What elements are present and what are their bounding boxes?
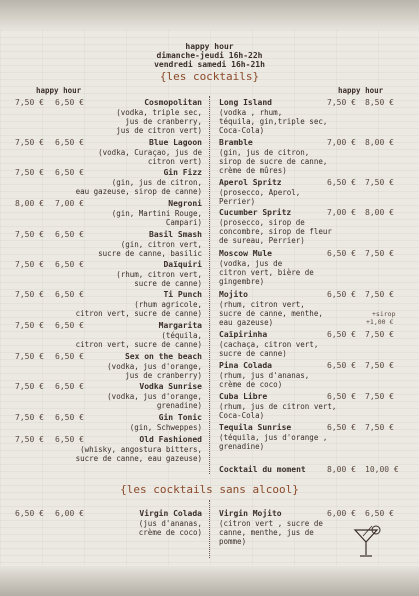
- cocktail-desc: grenadine): [156, 401, 202, 410]
- cocktail-hh-price: 6,50 €: [55, 138, 84, 147]
- cocktail-price: 7,50 €: [15, 321, 44, 330]
- cocktail-desc: gingembre): [219, 277, 265, 286]
- cocktail-price: 6,50 €: [327, 330, 356, 339]
- virgin-colada-hh-price: 6,00 €: [55, 509, 84, 518]
- cocktail-desc: jus de cranberry,: [125, 117, 202, 126]
- cocktail-price: 7,50 €: [15, 382, 44, 391]
- cocktail-desc: citron vert, bière de: [219, 268, 314, 277]
- cocktail-desc: (rhum, jus d'ananas,: [219, 371, 310, 380]
- cocktail-hh-price: 7,50 €: [365, 290, 394, 299]
- cocktail-name: Ti Punch: [163, 290, 202, 299]
- cocktail-desc: (gin, jus de citron,: [111, 178, 202, 187]
- stone-wall-top: [0, 0, 419, 30]
- mojito-syrup-extra: +sirop: [372, 310, 396, 318]
- virgin-mojito-name: Virgin Mojito: [219, 509, 282, 518]
- cocktail-hh-price: 7,00 €: [55, 199, 84, 208]
- cocktail-desc: sucre de canne, basilic: [98, 249, 202, 258]
- cocktail-desc: jus de citron vert): [116, 126, 202, 135]
- cocktail-name: Long Island: [219, 98, 272, 107]
- cocktail-desc: sucre de canne): [134, 279, 202, 288]
- cocktail-desc: Coca-Cola): [219, 411, 265, 420]
- cocktail-name: Cosmopolitan: [144, 98, 202, 107]
- virgin-mojito-desc-1: (citron vert , sucre de: [219, 519, 323, 528]
- cocktail-desc: (prosecco, Aperol,: [219, 188, 301, 197]
- cocktail-name: Vodka Sunrise: [139, 382, 202, 391]
- happy-hour-weekend: vendredi samedi 16h-21h: [154, 60, 265, 69]
- cocktail-name: Blue Lagoon: [149, 138, 202, 147]
- happy-hour-label-right: happy hour: [338, 86, 384, 95]
- cocktail-desc: eau gazeuse): [219, 318, 274, 327]
- cocktail-desc: (gin, Martini Rouge,: [111, 209, 202, 218]
- cocktail-du-moment-name: Cocktail du moment: [219, 465, 306, 474]
- happy-hour-heading: happy hour: [185, 42, 234, 51]
- cocktail-name: Basil Smash: [149, 230, 202, 239]
- virgin-mojito-hh-price: 6,50 €: [365, 509, 394, 518]
- cocktail-name: Bramble: [219, 138, 253, 147]
- cocktail-hh-price: 6,50 €: [55, 321, 84, 330]
- cocktail-hh-price: 8,00 €: [365, 138, 394, 147]
- cocktail-price: 7,00 €: [327, 208, 356, 217]
- cocktail-du-moment-hh-price: 10,00 €: [365, 465, 399, 474]
- cocktail-hh-price: 7,50 €: [365, 178, 394, 187]
- happy-hour-label-left: happy hour: [36, 86, 82, 95]
- cocktail-hh-price: 8,50 €: [365, 98, 394, 107]
- cocktail-name: Aperol Spritz: [219, 178, 282, 187]
- cocktail-price: 7,50 €: [15, 352, 44, 361]
- cocktail-desc: (rhum, citron vert,: [116, 270, 202, 279]
- cocktail-desc: (téquila, jus d'orange ,: [219, 433, 328, 442]
- cocktail-price: 6,50 €: [327, 392, 356, 401]
- cocktail-desc: Coca-Cola): [219, 126, 265, 135]
- cocktail-glass-icon: [353, 524, 383, 560]
- cocktail-desc: crème de coco): [219, 380, 283, 389]
- virgin-colada-name: Virgin Colada: [139, 509, 202, 518]
- cocktail-hh-price: 6,50 €: [55, 260, 84, 269]
- cocktail-desc: Campari): [165, 218, 202, 227]
- cocktail-name: Cuba Libre: [219, 392, 268, 401]
- cocktail-desc: de sureau, Perrier): [219, 236, 305, 245]
- cocktail-desc: (vodka , rhum,: [219, 108, 283, 117]
- cocktail-hh-price: 6,50 €: [55, 382, 84, 391]
- cocktail-name: Gin Fizz: [163, 168, 202, 177]
- cocktail-hh-price: 7,50 €: [365, 423, 394, 432]
- cocktail-name: Sex on the beach: [124, 352, 202, 361]
- cocktail-name: Old Fashioned: [139, 435, 202, 444]
- column-divider: [209, 96, 210, 474]
- cocktail-desc: citron vert): [147, 157, 202, 166]
- cocktail-hh-price: 8,00 €: [365, 208, 394, 217]
- cocktail-hh-price: 6,50 €: [55, 290, 84, 299]
- cocktail-price: 7,50 €: [15, 290, 44, 299]
- cocktail-price: 6,50 €: [327, 249, 356, 258]
- cocktail-name: Gin Tonic: [158, 413, 202, 422]
- cocktail-price: 6,50 €: [327, 423, 356, 432]
- cocktail-hh-price: 7,50 €: [365, 392, 394, 401]
- cocktail-desc: (téquila,: [161, 331, 202, 340]
- cocktail-desc: (vodka, jus d'orange,: [107, 392, 202, 401]
- cocktail-hh-price: 6,50 €: [55, 435, 84, 444]
- cocktail-desc: téquila, gin,triple sec,: [219, 117, 328, 126]
- virgin-colada-desc-2: crème de coco): [138, 528, 202, 537]
- cocktail-price: 7,50 €: [15, 435, 44, 444]
- cocktail-name: Cucumber Spritz: [219, 208, 292, 217]
- cocktail-name: Negroni: [168, 199, 202, 208]
- cocktail-name: Tequila Sunrise: [219, 423, 292, 432]
- cocktail-desc: grenadine): [219, 442, 265, 451]
- cocktail-desc: (vodka, jus de: [219, 259, 283, 268]
- cocktail-price: 7,50 €: [15, 260, 44, 269]
- virgin-mojito-price: 6,00 €: [327, 509, 356, 518]
- cocktail-hh-price: 6,50 €: [55, 352, 84, 361]
- virgin-colada-desc-1: (jus d'ananas,: [138, 519, 202, 528]
- cocktail-desc: sucre de canne, menthe,: [219, 309, 323, 318]
- virgin-colada-price: 6,50 €: [15, 509, 44, 518]
- cocktail-desc: citron vert, sucre de canne): [75, 340, 202, 349]
- cocktail-name: Mojito: [219, 290, 248, 299]
- cocktail-desc: jus de cranberry): [125, 371, 202, 380]
- cocktail-price: 8,00 €: [15, 199, 44, 208]
- cocktail-desc: (vodka, triple sec,: [116, 108, 202, 117]
- cocktail-desc: (prosecco, sirop de: [219, 218, 305, 227]
- cocktail-hh-price: 7,50 €: [365, 249, 394, 258]
- cocktail-price: 7,50 €: [15, 413, 44, 422]
- virgin-mojito-desc-3: pomme): [219, 537, 247, 546]
- cocktail-name: Daïquiri: [163, 260, 202, 269]
- stone-wall-bottom: [0, 566, 419, 596]
- cocktail-price: 6,50 €: [327, 361, 356, 370]
- cocktail-hh-price: 7,50 €: [365, 330, 394, 339]
- cocktail-price: 6,50 €: [327, 178, 356, 187]
- cocktail-name: Moscow Mule: [219, 249, 272, 258]
- cocktail-desc: (whisky, angostura bitters,: [80, 445, 202, 454]
- sans-alcool-title: {les cocktails sans alcool}: [120, 483, 299, 496]
- cocktail-desc: (rhum agricole,: [134, 300, 202, 309]
- cocktail-hh-price: 6,50 €: [55, 230, 84, 239]
- cocktail-price: 7,50 €: [15, 168, 44, 177]
- cocktail-name: Margarita: [158, 321, 202, 330]
- cocktail-desc: eau gazeuse, sirop de canne): [75, 187, 202, 196]
- cocktail-name: Pina Colada: [219, 361, 272, 370]
- cocktail-desc: concombre, sirop de fleur: [219, 227, 332, 236]
- cocktail-price: 7,50 €: [15, 98, 44, 107]
- cocktail-hh-price: 6,50 €: [55, 98, 84, 107]
- cocktail-desc: (vodka, Curaçao, jus de: [98, 148, 202, 157]
- cocktail-desc: Perrier): [219, 197, 256, 206]
- cocktail-price: 7,50 €: [15, 230, 44, 239]
- cocktail-price: 6,50 €: [327, 290, 356, 299]
- cocktail-desc: (gin, Schweppes): [129, 423, 202, 432]
- cocktail-du-moment-price: 8,00 €: [327, 465, 356, 474]
- cocktail-desc: citron vert, sucre de canne): [75, 309, 202, 318]
- cocktail-desc: (rhum, jus de citron vert,: [219, 402, 337, 411]
- cocktail-hh-price: 6,50 €: [55, 413, 84, 422]
- cocktail-desc: (cachaça, citron vert,: [219, 340, 319, 349]
- cocktail-price: 7,50 €: [15, 138, 44, 147]
- cocktail-price: 7,00 €: [327, 138, 356, 147]
- cocktail-desc: (gin, citron vert,: [120, 240, 202, 249]
- happy-hour-days: dimanche-jeudi 16h-22h: [156, 51, 263, 60]
- cocktail-hh-price: 7,50 €: [365, 361, 394, 370]
- cocktail-desc: (vodka, jus d'orange,: [107, 362, 202, 371]
- cocktail-desc: sucre de canne, eau gazeuse): [75, 454, 202, 463]
- mojito-syrup-price: +1,00 €: [366, 318, 394, 326]
- cocktail-desc: sucre de canne): [219, 349, 287, 358]
- cocktail-hh-price: 6,50 €: [55, 168, 84, 177]
- cocktail-desc: (gin, jus de citron,: [219, 148, 310, 157]
- cocktail-name: Caïpirinha: [219, 330, 268, 339]
- cocktail-desc: sirop de sucre de canne,: [219, 157, 328, 166]
- cocktail-desc: (rhum, citron vert,: [219, 300, 305, 309]
- cocktail-price: 7,50 €: [327, 98, 356, 107]
- column-divider-sans-alcool: [209, 500, 210, 558]
- virgin-mojito-desc-2: canne, menthe, jus de: [219, 528, 314, 537]
- cocktails-title: {les cocktails}: [159, 70, 260, 83]
- cocktail-desc: crème de mûres): [219, 166, 287, 175]
